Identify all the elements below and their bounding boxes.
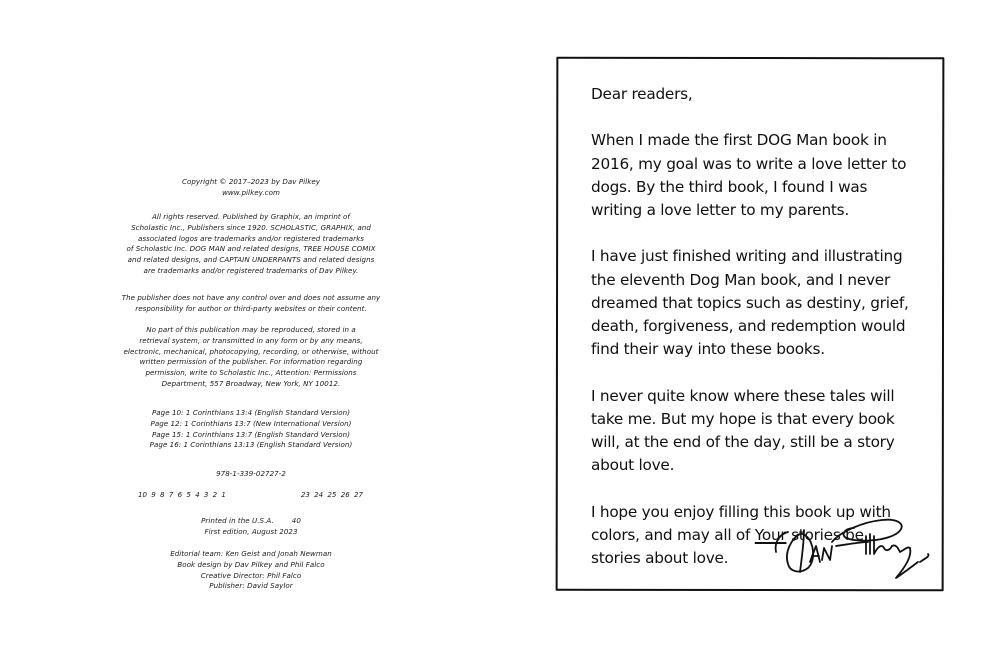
staff-credits: Editorial team: Ken Geist and Jonah Newman Book design by Dav Pilkey and Phil Falco Creative Director: Phil Falco Publisher: David Saylor [170, 549, 332, 591]
letter-closing: I hope you enjoy filling this book up with colors, and may all of Your stories be stories about love. [591, 502, 891, 567]
scripture-credits: Page 10: 1 Corinthians 13:4 (English Standard Version) Page 12: 1 Corinthians 13:7 (New International Version) Page 15: 1 Corinthians 13:7 (English Standard Version) Page 16: 1 Corinthians 13:13 (English Standard Version) [149, 408, 353, 450]
printer-key [138, 490, 363, 501]
reproduction-notice: No part of this publication may be reproduced, stored in a retrieval system, or transmitted in any form or by any means, electronic, mechanical, photocopying, recording, or otherwise, without written permission of the publisher. For information regarding permission, write to Scholastic Inc., Attention: Permissions Department, 557 Broadway, New York, NY 10012. [123, 325, 379, 388]
letter-paragraph: I never quite know where these tales will take me. But my hope is that every book will, at the end of the day, still be a story about love. [591, 386, 895, 475]
publisher-disclaimer: The publisher does not have any control over and does not assume any responsibility for author or third-party websites or their content. [121, 293, 381, 313]
printing-info [70, 516, 432, 538]
emphasized-word: Your [754, 525, 787, 544]
letter-paragraph: I have just finished writing and illustrating the eleventh Dog Man book, and I never dreamed that topics such as destiny, grief, death, forgiveness, and redemption would find their way into these books. [591, 247, 909, 359]
rights-statement: All rights reserved. Published by Graphix, an imprint of Scholastic Inc., Publishers since 1920. SCHOLASTIC, GRAPHIX, and associated logos are trademarks and/or registered trademarks of Scholastic Inc. DOG MAN and related designs, TREE HOUSE COMIX and related designs, and CAPTAIN UNDERPANTS and related designs are trademarks and/or registered trademarks of Dav Pilkey. [126, 212, 376, 275]
year-numbers: 23 24 25 26 27 [300, 490, 363, 499]
signature-icon [770, 512, 940, 584]
printer-code: 40 [291, 516, 301, 525]
author-website: www.pilkey.com [222, 187, 280, 197]
letter-greeting: Dear readers, [591, 85, 693, 103]
isbn: 978-1-339-02727-2 [216, 469, 286, 478]
copyright-notice: Copyright © 2017–2023 by Dav Pilkey www.pilkey.com [70, 177, 432, 199]
letter-paragraph: When I made the first DOG Man book in 2016, my goal was to write a love letter to dogs. By the third book, I found I was writing a love letter to my parents. [591, 131, 907, 219]
printed-in: Printed in the U.S.A. [201, 516, 274, 525]
edition: First edition, August 2023 [204, 526, 298, 536]
print-run-numbers: 10 9 8 7 6 5 4 3 2 1 [138, 490, 226, 499]
